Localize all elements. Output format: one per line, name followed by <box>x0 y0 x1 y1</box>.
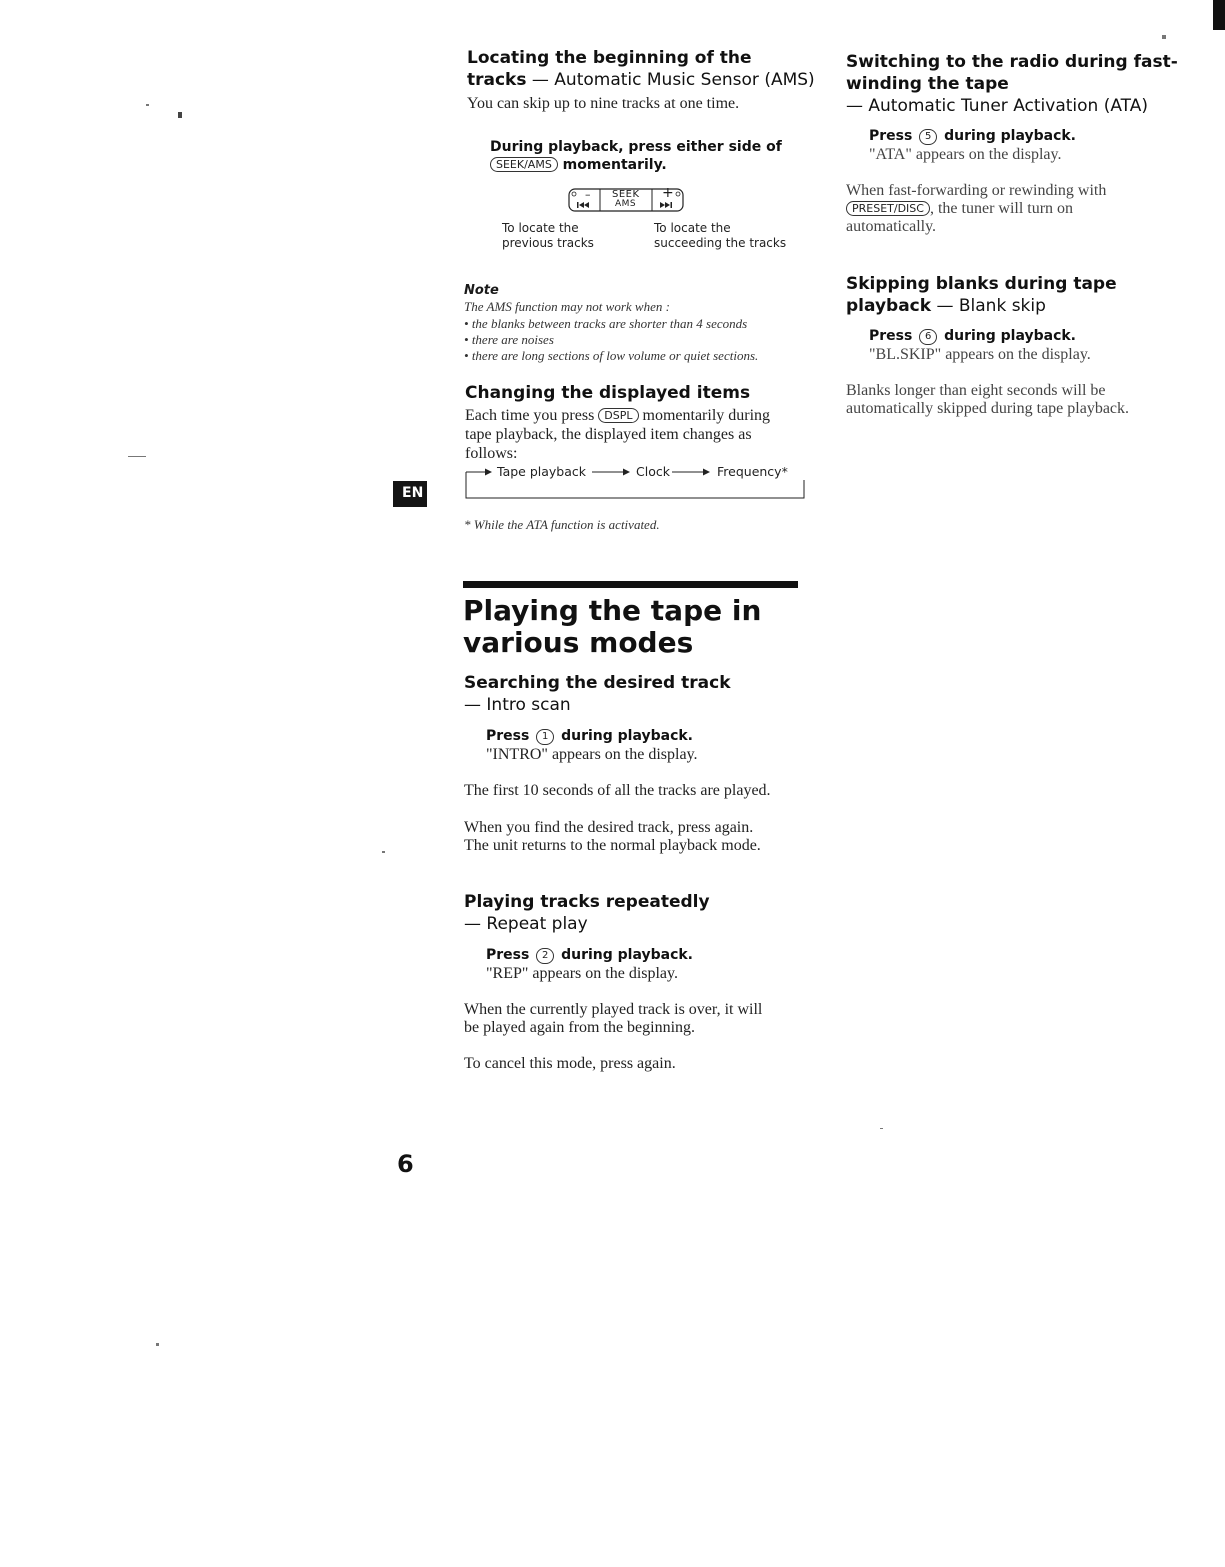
repeat-display-msg: "REP" appears on the display. <box>486 965 678 982</box>
note-item: • the blanks between tracks are shorter than 4 seconds <box>464 316 748 331</box>
repeat-title: Playing tracks repeatedly <box>464 892 710 912</box>
scan-speck <box>146 104 149 106</box>
intro-scan-title: Searching the desired track <box>464 673 731 693</box>
press-label: Press <box>869 328 913 344</box>
label-next-line1: To locate the <box>654 221 731 235</box>
page-number: 6 <box>397 1150 414 1178</box>
ata-p1-line2-post: , the tuner will turn on <box>929 200 1074 217</box>
blank-title-line2 <box>846 295 1046 317</box>
scan-speck <box>880 1128 883 1129</box>
ams-instruction-line2 <box>490 156 667 174</box>
press-label: Press <box>869 128 913 144</box>
press-post: during playback. <box>944 128 1076 144</box>
blank-display-msg: "BL.SKIP" appears on the display. <box>869 346 1091 363</box>
repeat-p1-line2: be played again from the beginning. <box>464 1019 696 1036</box>
key-1: 1 <box>536 729 554 745</box>
ams-instruction-line1: During playback, press either side of <box>490 139 782 155</box>
repeat-instruction <box>486 946 693 964</box>
playing-title-line1: Playing the tape in <box>463 594 762 627</box>
seek-ams-key: SEEK/AMS <box>490 157 558 172</box>
press-post: during playback. <box>561 728 693 744</box>
ata-p1-line2 <box>846 199 1073 218</box>
displayed-body-post: momentarily during tape playback, the displayed item changes as follows: <box>465 407 771 462</box>
label-prev-line2: previous tracks <box>502 236 594 250</box>
scan-speck <box>178 112 182 118</box>
ams-instruction-post: momentarily. <box>557 157 667 173</box>
intro-scan-p2-line1: When you find the desired track, press again. <box>464 819 754 836</box>
note-item-text: there are long sections of low volume or quiet sections. <box>471 348 759 363</box>
repeat-subtitle: — Repeat play <box>464 914 588 934</box>
ata-title-line2: winding the tape <box>846 74 1009 94</box>
seek-label: SEEK <box>612 189 640 200</box>
section-rule <box>463 581 798 588</box>
key-2: 2 <box>536 948 554 964</box>
ams-title-line1: Locating the beginning of the <box>467 48 752 68</box>
note-heading: Note <box>464 283 499 298</box>
ams-label: AMS <box>615 199 637 209</box>
dspl-key: DSPL <box>598 408 638 423</box>
ams-title-line2 <box>467 69 815 91</box>
note-item: • there are noises <box>464 332 554 347</box>
scan-speck <box>128 456 146 457</box>
label-prev-line1: To locate the <box>502 221 579 235</box>
language-tab <box>393 481 427 507</box>
intro-scan-p2-line2: The unit returns to the normal playback mode. <box>464 837 761 854</box>
note-item-text: there are noises <box>471 332 554 347</box>
scan-speck <box>382 851 385 853</box>
ata-title-line1: Switching to the radio during fast- <box>846 52 1178 72</box>
flow-clock: Clock <box>636 464 670 479</box>
label-next-line2: succeeding the tracks <box>654 236 787 250</box>
intro-scan-p1: The first 10 seconds of all the tracks are played. <box>464 782 771 799</box>
note-intro: The AMS function may not work when : <box>464 299 670 314</box>
preset-disc-key: PRESET/DISC <box>846 201 930 216</box>
playing-title-line2: various modes <box>463 626 694 659</box>
displayed-body <box>465 406 775 463</box>
blank-title-bold: playback <box>846 296 932 316</box>
blank-p1-line1: Blanks longer than eight seconds will be <box>846 382 1106 399</box>
seek-plus-label: + <box>662 185 674 201</box>
ata-subtitle: — Automatic Tuner Activation (ATA) <box>846 96 1148 116</box>
ams-title-bold: tracks <box>467 70 527 90</box>
blank-p1-line2: automatically skipped during tape playback. <box>846 400 1130 417</box>
ata-instruction <box>869 127 1076 145</box>
note-item-text: the blanks between tracks are shorter than 4 seconds <box>471 316 748 331</box>
display-cycle-diagram <box>464 462 809 502</box>
scan-speck <box>1162 35 1166 39</box>
scan-speck <box>156 1343 159 1346</box>
flow-tape-playback: Tape playback <box>497 464 586 479</box>
repeat-p1-line1: When the currently played track is over, it will <box>464 1001 763 1018</box>
seek-minus-label: – <box>585 188 591 201</box>
displayed-title: Changing the displayed items <box>465 383 751 403</box>
intro-scan-instruction <box>486 727 693 745</box>
ams-title-sub: — Automatic Music Sensor (AMS) <box>526 70 815 90</box>
ata-p1-line1: When fast-forwarding or rewinding with <box>846 182 1107 199</box>
press-post: during playback. <box>944 328 1076 344</box>
press-label: Press <box>486 728 530 744</box>
blank-title-sub: — Blank skip <box>931 296 1046 316</box>
language-tab-label: EN <box>402 485 424 501</box>
ata-p1-line3: automatically. <box>846 218 937 235</box>
blank-title-line1: Skipping blanks during tape <box>846 274 1117 294</box>
flow-frequency: Frequency* <box>717 464 788 479</box>
ams-intro: You can skip up to nine tracks at one time. <box>467 95 740 112</box>
key-6: 6 <box>919 329 937 345</box>
press-label: Press <box>486 947 530 963</box>
intro-scan-subtitle: — Intro scan <box>464 695 571 715</box>
ata-footnote: * While the ATA function is activated. <box>464 517 660 532</box>
key-5: 5 <box>919 129 937 145</box>
press-post: during playback. <box>561 947 693 963</box>
seek-ams-button-illustration <box>568 185 684 212</box>
intro-display-msg: "INTRO" appears on the display. <box>486 746 698 763</box>
displayed-body-pre: Each time you press <box>465 407 599 424</box>
blank-instruction <box>869 327 1076 345</box>
repeat-p2: To cancel this mode, press again. <box>464 1055 676 1072</box>
note-item: • there are long sections of low volume or quiet sections. <box>464 348 759 363</box>
scan-edge-mark <box>1213 0 1225 30</box>
ata-display-msg: "ATA" appears on the display. <box>869 146 1062 163</box>
